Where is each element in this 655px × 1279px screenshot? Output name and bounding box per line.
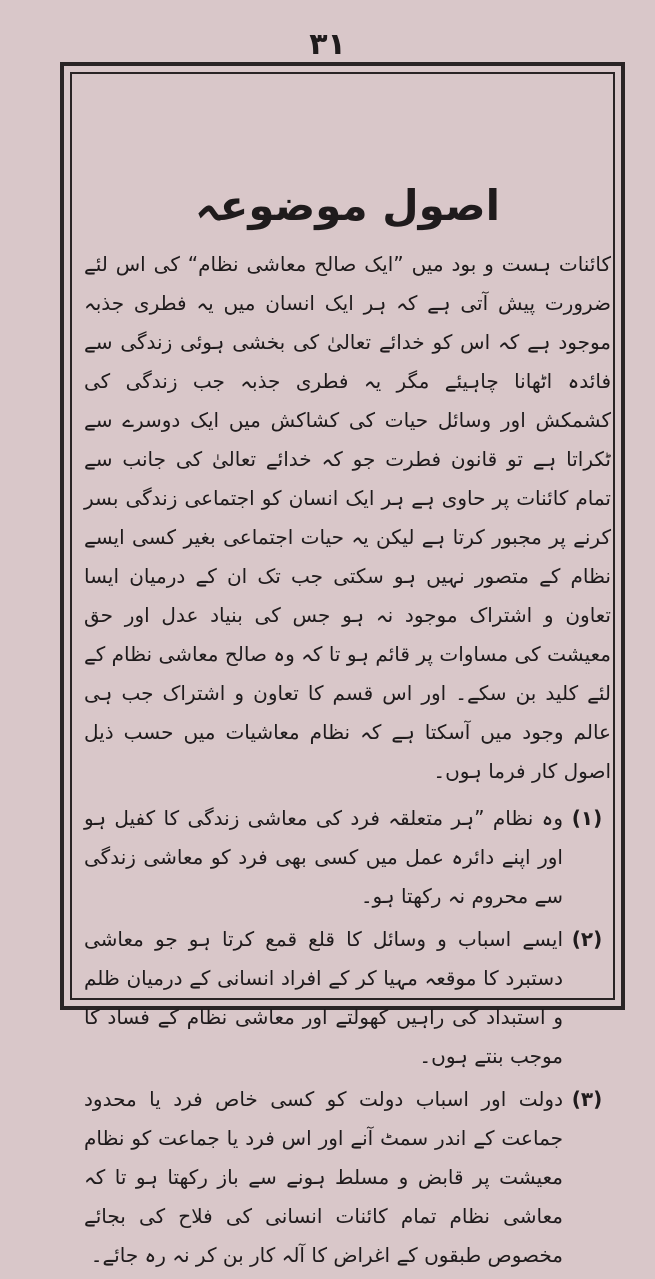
- page-title: اصول موضوعہ: [195, 181, 500, 230]
- list-item-text: ایسے اسباب و وسائل کا قلع قمع کرتا ہو جو معاشی دستبرد کا موقعہ مہیا کر کے افراد انسانی کے درمیان ظلم و استبداد کی راہیں کھولتے اور معاشی نظام کے فساد کا موجب بنتے ہوں۔: [84, 927, 563, 1069]
- list-item-number: (۲): [571, 927, 603, 952]
- page-border: [60, 62, 625, 1268]
- list-item-number: (۱): [571, 806, 603, 831]
- list-item: [84, 920, 611, 1076]
- list-item: [84, 799, 611, 916]
- principles-list: [84, 799, 611, 1275]
- list-item-number: (۳): [571, 1087, 603, 1112]
- page-content: [84, 181, 611, 1279]
- intro-paragraph: کائنات ہست و بود میں ”ایک صالح معاشی نظام“ کی اس لئے ضرورت پیش آتی ہے کہ ہر ایک انسان میں یہ فطری جذبہ موجود ہے کہ اس کو خدائے تعالیٰ کی بخشی ہوئی زندگی سے فائدہ اٹھانا چاہیئے مگر یہ فطری جذبہ جب زندگی کی کشمکش اور وسائل حیات کی کشاکش میں ایک دوسرے سے ٹکراتا ہے تو قانون فطرت جو کہ خدائے تعالیٰ کی جانب سے تمام کائنات پر حاوی ہے ہر ایک انسان کو اجتماعی زندگی بسر کرنے پر مجبور کرتا ہے لیکن یہ حیات اجتماعی بغیر کسی ایسے نظام کے متصور نہیں ہو سکتی جب تک ان کے درمیان ایسا تعاون و اشتراک موجود نہ ہو جس کی بنیاد عدل اور حق معیشت کی مساوات پر قائم ہو تا کہ وہ صالح معاشی نظام کے لئے کلید بن سکے۔ اور اس قسم کا تعاون و اشتراک جب ہی عالم وجود میں آسکتا ہے کہ نظام معاشیات میں حسب ذیل اصول کار فرما ہوں۔: [84, 252, 611, 784]
- list-item: [84, 1080, 611, 1275]
- list-item-text: وہ نظام ”ہر متعلقہ فرد کی معاشی زندگی کا کفیل ہو اور اپنے دائرہ عمل میں کسی بھی فرد کو معاشی زندگی سے محروم نہ رکھتا ہو۔: [84, 806, 563, 909]
- list-item-text: دولت اور اسباب دولت کو کسی خاص فرد یا محدود جماعت کے اندر سمٹ آنے اور اس فرد یا جماعت کو نظام معیشت پر قابض و مسلط ہونے سے باز رکھتا ہو تا کہ معاشی نظام تمام کائنات انسانی کی فلاح کی بجائے مخصوص طبقوں کے اغراض کا آلہ کار بن کر نہ رہ جائے۔: [84, 1087, 563, 1268]
- page-number: ۳۱: [309, 27, 346, 62]
